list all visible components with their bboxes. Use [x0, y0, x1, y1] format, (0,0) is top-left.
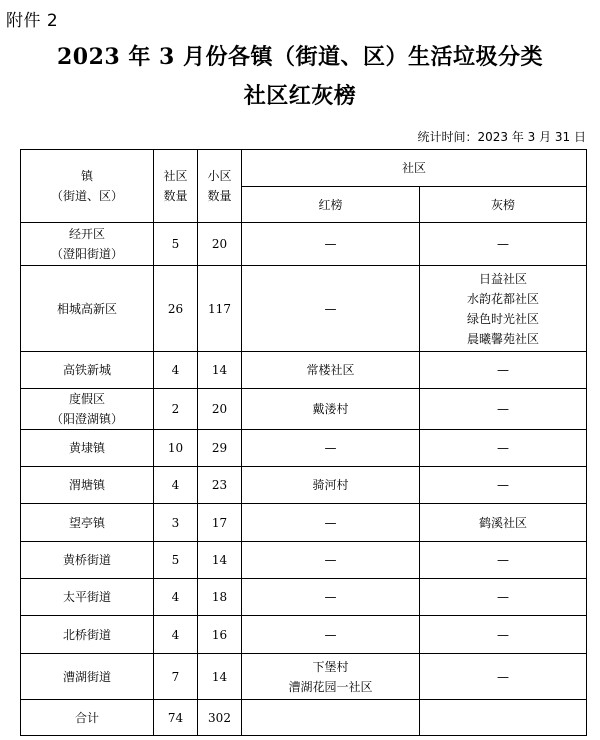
table-row	[21, 542, 587, 579]
cell-estate-count: 18	[198, 579, 242, 616]
attachment-label: 附件 2	[6, 11, 59, 31]
cell-gray-list: —	[420, 352, 587, 389]
cell-red-list: —	[242, 504, 420, 542]
cell-town: 渭塘镇	[21, 467, 154, 504]
cell-gray-list: —	[420, 654, 587, 700]
cell-community-count: 7	[154, 654, 198, 700]
total-community-count: 74	[154, 700, 198, 736]
cell-community-count: 4	[154, 616, 198, 654]
table-row	[21, 654, 587, 700]
cell-town: 高铁新城	[21, 352, 154, 389]
cell-town: 经开区 （澄阳街道）	[21, 223, 154, 266]
cell-gray-list: —	[420, 430, 587, 467]
header-community-group: 社区	[242, 150, 587, 187]
cell-community-count: 5	[154, 542, 198, 579]
cell-estate-count: 20	[198, 389, 242, 430]
cell-town: 望亭镇	[21, 504, 154, 542]
cell-town: 度假区 （阳澄湖镇）	[21, 389, 154, 430]
cell-red-list: —	[242, 430, 420, 467]
cell-red-list: —	[242, 616, 420, 654]
cell-town: 漕湖街道	[21, 654, 154, 700]
cell-town: 相城高新区	[21, 266, 154, 352]
ranking-table	[20, 149, 587, 736]
cell-gray-list: 日益社区 水韵花都社区 绿色时光社区 晨曦馨苑社区	[420, 266, 587, 352]
cell-estate-count: 117	[198, 266, 242, 352]
table-row	[21, 430, 587, 467]
total-row	[21, 700, 587, 736]
cell-estate-count: 23	[198, 467, 242, 504]
cell-town: 北桥街道	[21, 616, 154, 654]
cell-community-count: 10	[154, 430, 198, 467]
cell-red-list: —	[242, 579, 420, 616]
cell-red-list: —	[242, 542, 420, 579]
stat-time: 统计时间：2023 年 3 月 31 日	[417, 130, 586, 144]
table-row	[21, 266, 587, 352]
cell-estate-count: 16	[198, 616, 242, 654]
header-red-list: 红榜	[242, 187, 420, 223]
cell-red-list: 骑河村	[242, 467, 420, 504]
cell-community-count: 5	[154, 223, 198, 266]
table-row	[21, 616, 587, 654]
header-community-count: 社区 数量	[154, 150, 198, 223]
cell-gray-list: —	[420, 616, 587, 654]
cell-community-count: 26	[154, 266, 198, 352]
cell-town: 黄桥街道	[21, 542, 154, 579]
cell-red-list: 常楼社区	[242, 352, 420, 389]
page-title: 2023 年 3 月份各镇（街道、区）生活垃圾分类	[56, 44, 544, 70]
cell-gray-list: —	[420, 579, 587, 616]
table-row	[21, 352, 587, 389]
cell-community-count: 3	[154, 504, 198, 542]
cell-red-list: —	[242, 266, 420, 352]
header-estate-count: 小区 数量	[198, 150, 242, 223]
cell-estate-count: 29	[198, 430, 242, 467]
table-row	[21, 579, 587, 616]
table-row	[21, 389, 587, 430]
cell-estate-count: 20	[198, 223, 242, 266]
total-gray-empty	[420, 700, 587, 736]
cell-community-count: 4	[154, 467, 198, 504]
cell-gray-list: —	[420, 389, 587, 430]
cell-gray-list: —	[420, 542, 587, 579]
cell-town: 黄埭镇	[21, 430, 154, 467]
header-gray-list: 灰榜	[420, 187, 587, 223]
cell-town: 太平街道	[21, 579, 154, 616]
total-label: 合计	[21, 700, 154, 736]
table-row	[21, 223, 587, 266]
cell-estate-count: 14	[198, 352, 242, 389]
cell-community-count: 4	[154, 579, 198, 616]
cell-community-count: 4	[154, 352, 198, 389]
cell-red-list: 戴溇村	[242, 389, 420, 430]
cell-estate-count: 17	[198, 504, 242, 542]
total-red-empty	[242, 700, 420, 736]
header-town: 镇 （街道、区）	[21, 150, 154, 223]
cell-estate-count: 14	[198, 542, 242, 579]
cell-red-list: 下堡村 漕湖花园一社区	[242, 654, 420, 700]
cell-gray-list: —	[420, 467, 587, 504]
cell-community-count: 2	[154, 389, 198, 430]
table-row	[21, 467, 587, 504]
cell-gray-list: 鹤溪社区	[420, 504, 587, 542]
cell-red-list: —	[242, 223, 420, 266]
table-row	[21, 504, 587, 542]
page-subtitle: 社区红灰榜	[243, 83, 357, 109]
total-estate-count: 302	[198, 700, 242, 736]
cell-estate-count: 14	[198, 654, 242, 700]
cell-gray-list: —	[420, 223, 587, 266]
